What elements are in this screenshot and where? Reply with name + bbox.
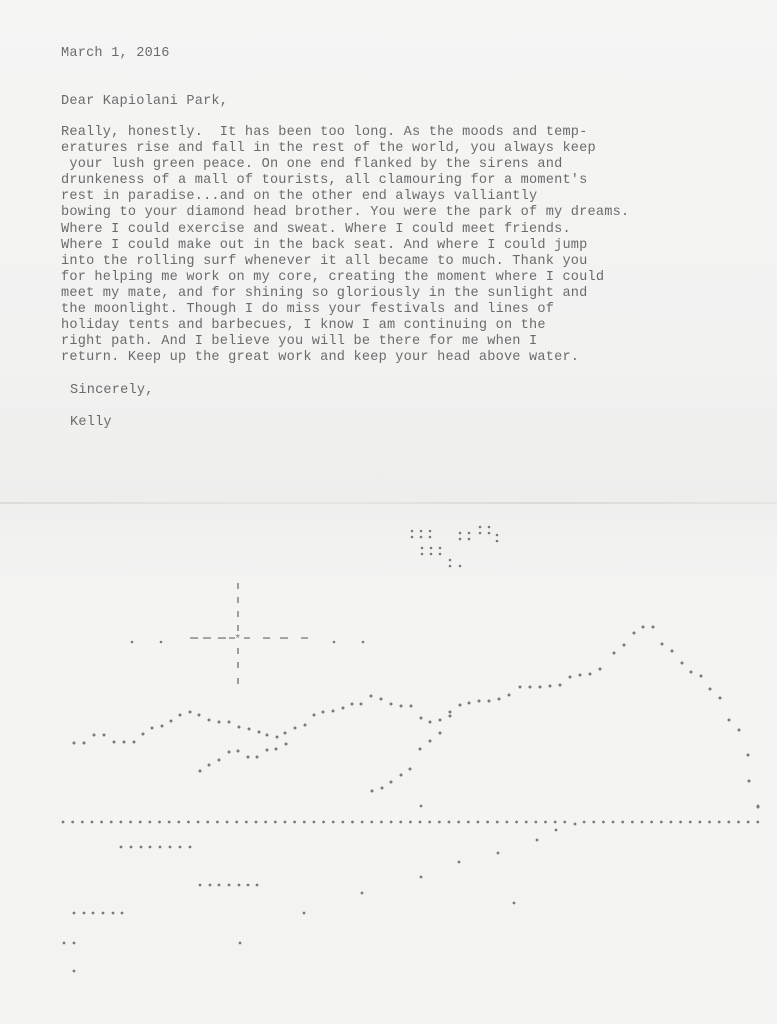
braille-dot-clusters — [411, 526, 499, 568]
body-line: Where I could exercise and sweat. Where I could meet friends. — [61, 221, 571, 237]
diamond-head-ridgeline — [73, 626, 760, 809]
sun-star-icon — [131, 583, 365, 684]
scattered-dots — [239, 805, 558, 945]
body-line: rest in paradise...and on the other end always valliantly — [61, 189, 538, 205]
letter-date: March 1, 2016 — [61, 46, 170, 61]
body-line: drunkeness of a mall of tourists, all clamouring for a moment's — [61, 173, 588, 189]
ocean-horizon-line — [62, 805, 760, 826]
body-line: eratures rise and fall in the rest of the world, you always keep — [61, 141, 596, 157]
body-line: holiday tents and barbecues, I know I am continuing on the — [61, 318, 546, 334]
star-glyph: * — [234, 634, 242, 646]
body-line: bowing to your diamond head brother. You were the park of my dreams. — [61, 205, 630, 221]
body-line: for helping me work on my core, creating the moment where I could — [61, 269, 605, 285]
letter-closing: Sincerely, — [70, 383, 154, 398]
letter-salutation: Dear Kapiolani Park, — [61, 94, 229, 109]
body-line: the moonlight. Though I do miss your festivals and lines of — [61, 302, 555, 318]
lower-ridgeline — [199, 715, 452, 793]
body-line: right path. And I believe you will be there for me when I — [61, 334, 538, 350]
body-line: your lush green peace. On one end flanked by the sirens and — [61, 157, 563, 173]
body-line: into the rolling surf whenever it all became to much. Thank you — [61, 253, 588, 269]
body-line: meet my mate, and for shining so gloriously in the sunlight and — [61, 285, 588, 301]
body-line: Really, honestly. It has been too long. As the moods and temp- — [61, 125, 588, 140]
body-line: Where I could make out in the back seat. And where I could jump — [61, 237, 588, 253]
body-line: return. Keep up the great work and keep your head above water. — [61, 350, 580, 366]
letter-signature: Kelly — [70, 415, 112, 430]
wave-dot-rows — [63, 846, 259, 973]
